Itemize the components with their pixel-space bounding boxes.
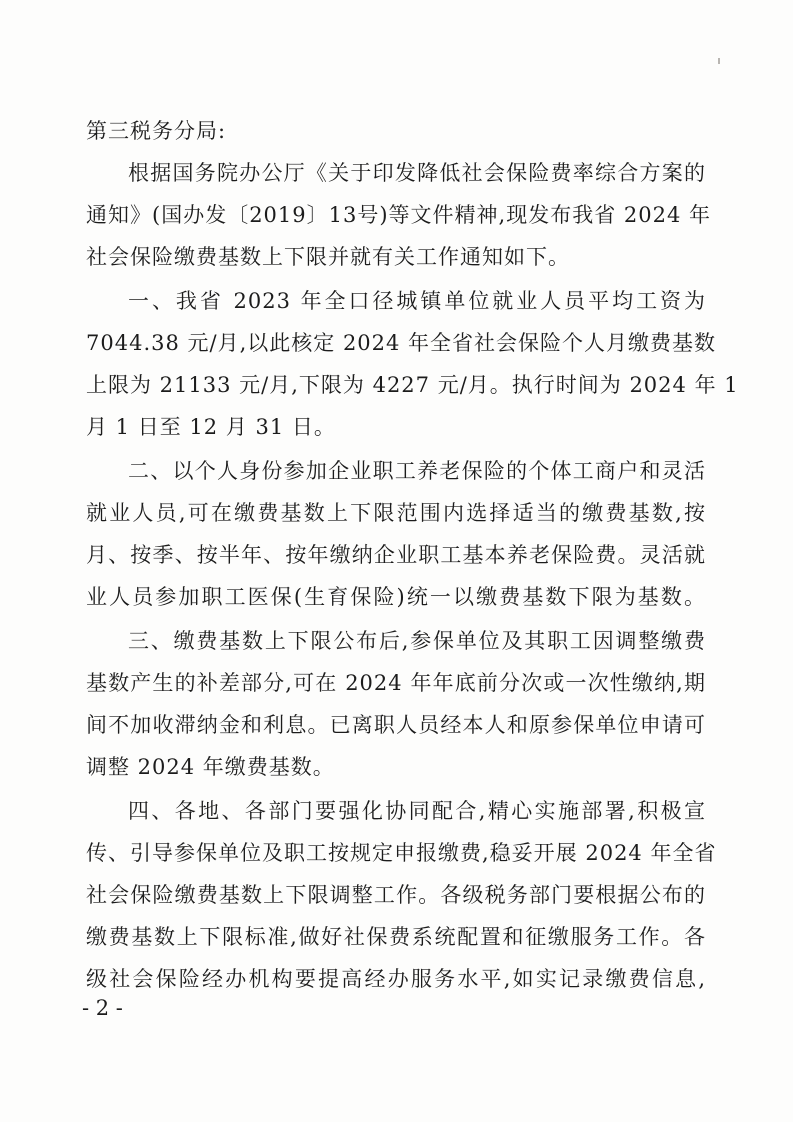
section-3-line-4: 调整 2024 年缴费基数。 (86, 755, 335, 779)
section-3-line-2: 基数产生的补差部分,可在 2024 年年底前分次或一次性缴纳,期 (86, 671, 706, 695)
scan-mark (718, 58, 720, 64)
intro-line-2: 通知》(国办发〔2019〕13号)等文件精神,现发布我省 2024 年 (86, 203, 712, 227)
section-2-line-4: 业人员参加职工医保(生育保险)统一以缴费基数下限为基数。 (86, 585, 706, 609)
section-2-line-2: 就业人员,可在缴费基数上下限范围内选择适当的缴费基数,按 (86, 501, 706, 525)
section-1-line-4: 月 1 日至 12 月 31 日。 (86, 415, 336, 439)
intro-line-3: 社会保险缴费基数上下限并就有关工作通知如下。 (86, 245, 570, 269)
section-1-line-3: 上限为 21133 元/月,下限为 4227 元/月。执行时间为 2024 年 1 (86, 373, 739, 397)
section-4-line-5: 级社会保险经办机构要提高经办服务水平,如实记录缴费信息, (86, 967, 706, 991)
salutation-line: 第三税务分局: (86, 119, 227, 143)
section-2-line-3: 月、按季、按半年、按年缴纳企业职工基本养老保险费。灵活就 (86, 543, 706, 567)
section-2-line-1: 二、以个人身份参加企业职工养老保险的个体工商户和灵活 (128, 459, 706, 483)
page-number: - 2 - (82, 996, 123, 1020)
intro-line-1: 根据国务院办公厅《关于印发降低社会保险费率综合方案的 (128, 161, 706, 185)
section-4-line-4: 缴费基数上下限标准,做好社保费系统配置和征缴服务工作。各 (86, 925, 706, 949)
section-4-line-1: 四、各地、各部门要强化协同配合,精心实施部署,积极宣 (128, 799, 706, 823)
section-3-line-3: 间不加收滞纳金和利息。已离职人员经本人和原参保单位申请可 (86, 713, 706, 737)
section-1-line-1: 一、我省 2023 年全口径城镇单位就业人员平均工资为 (128, 289, 706, 313)
section-3-line-1: 三、缴费基数上下限公布后,参保单位及其职工因调整缴费 (128, 629, 706, 653)
section-1-line-2: 7044.38 元/月,以此核定 2024 年全省社会保险个人月缴费基数 (86, 331, 717, 355)
section-4-line-2: 传、引导参保单位及职工按规定申报缴费,稳妥开展 2024 年全省 (86, 841, 717, 865)
section-4-line-3: 社会保险缴费基数上下限调整工作。各级税务部门要根据公布的 (86, 883, 706, 907)
